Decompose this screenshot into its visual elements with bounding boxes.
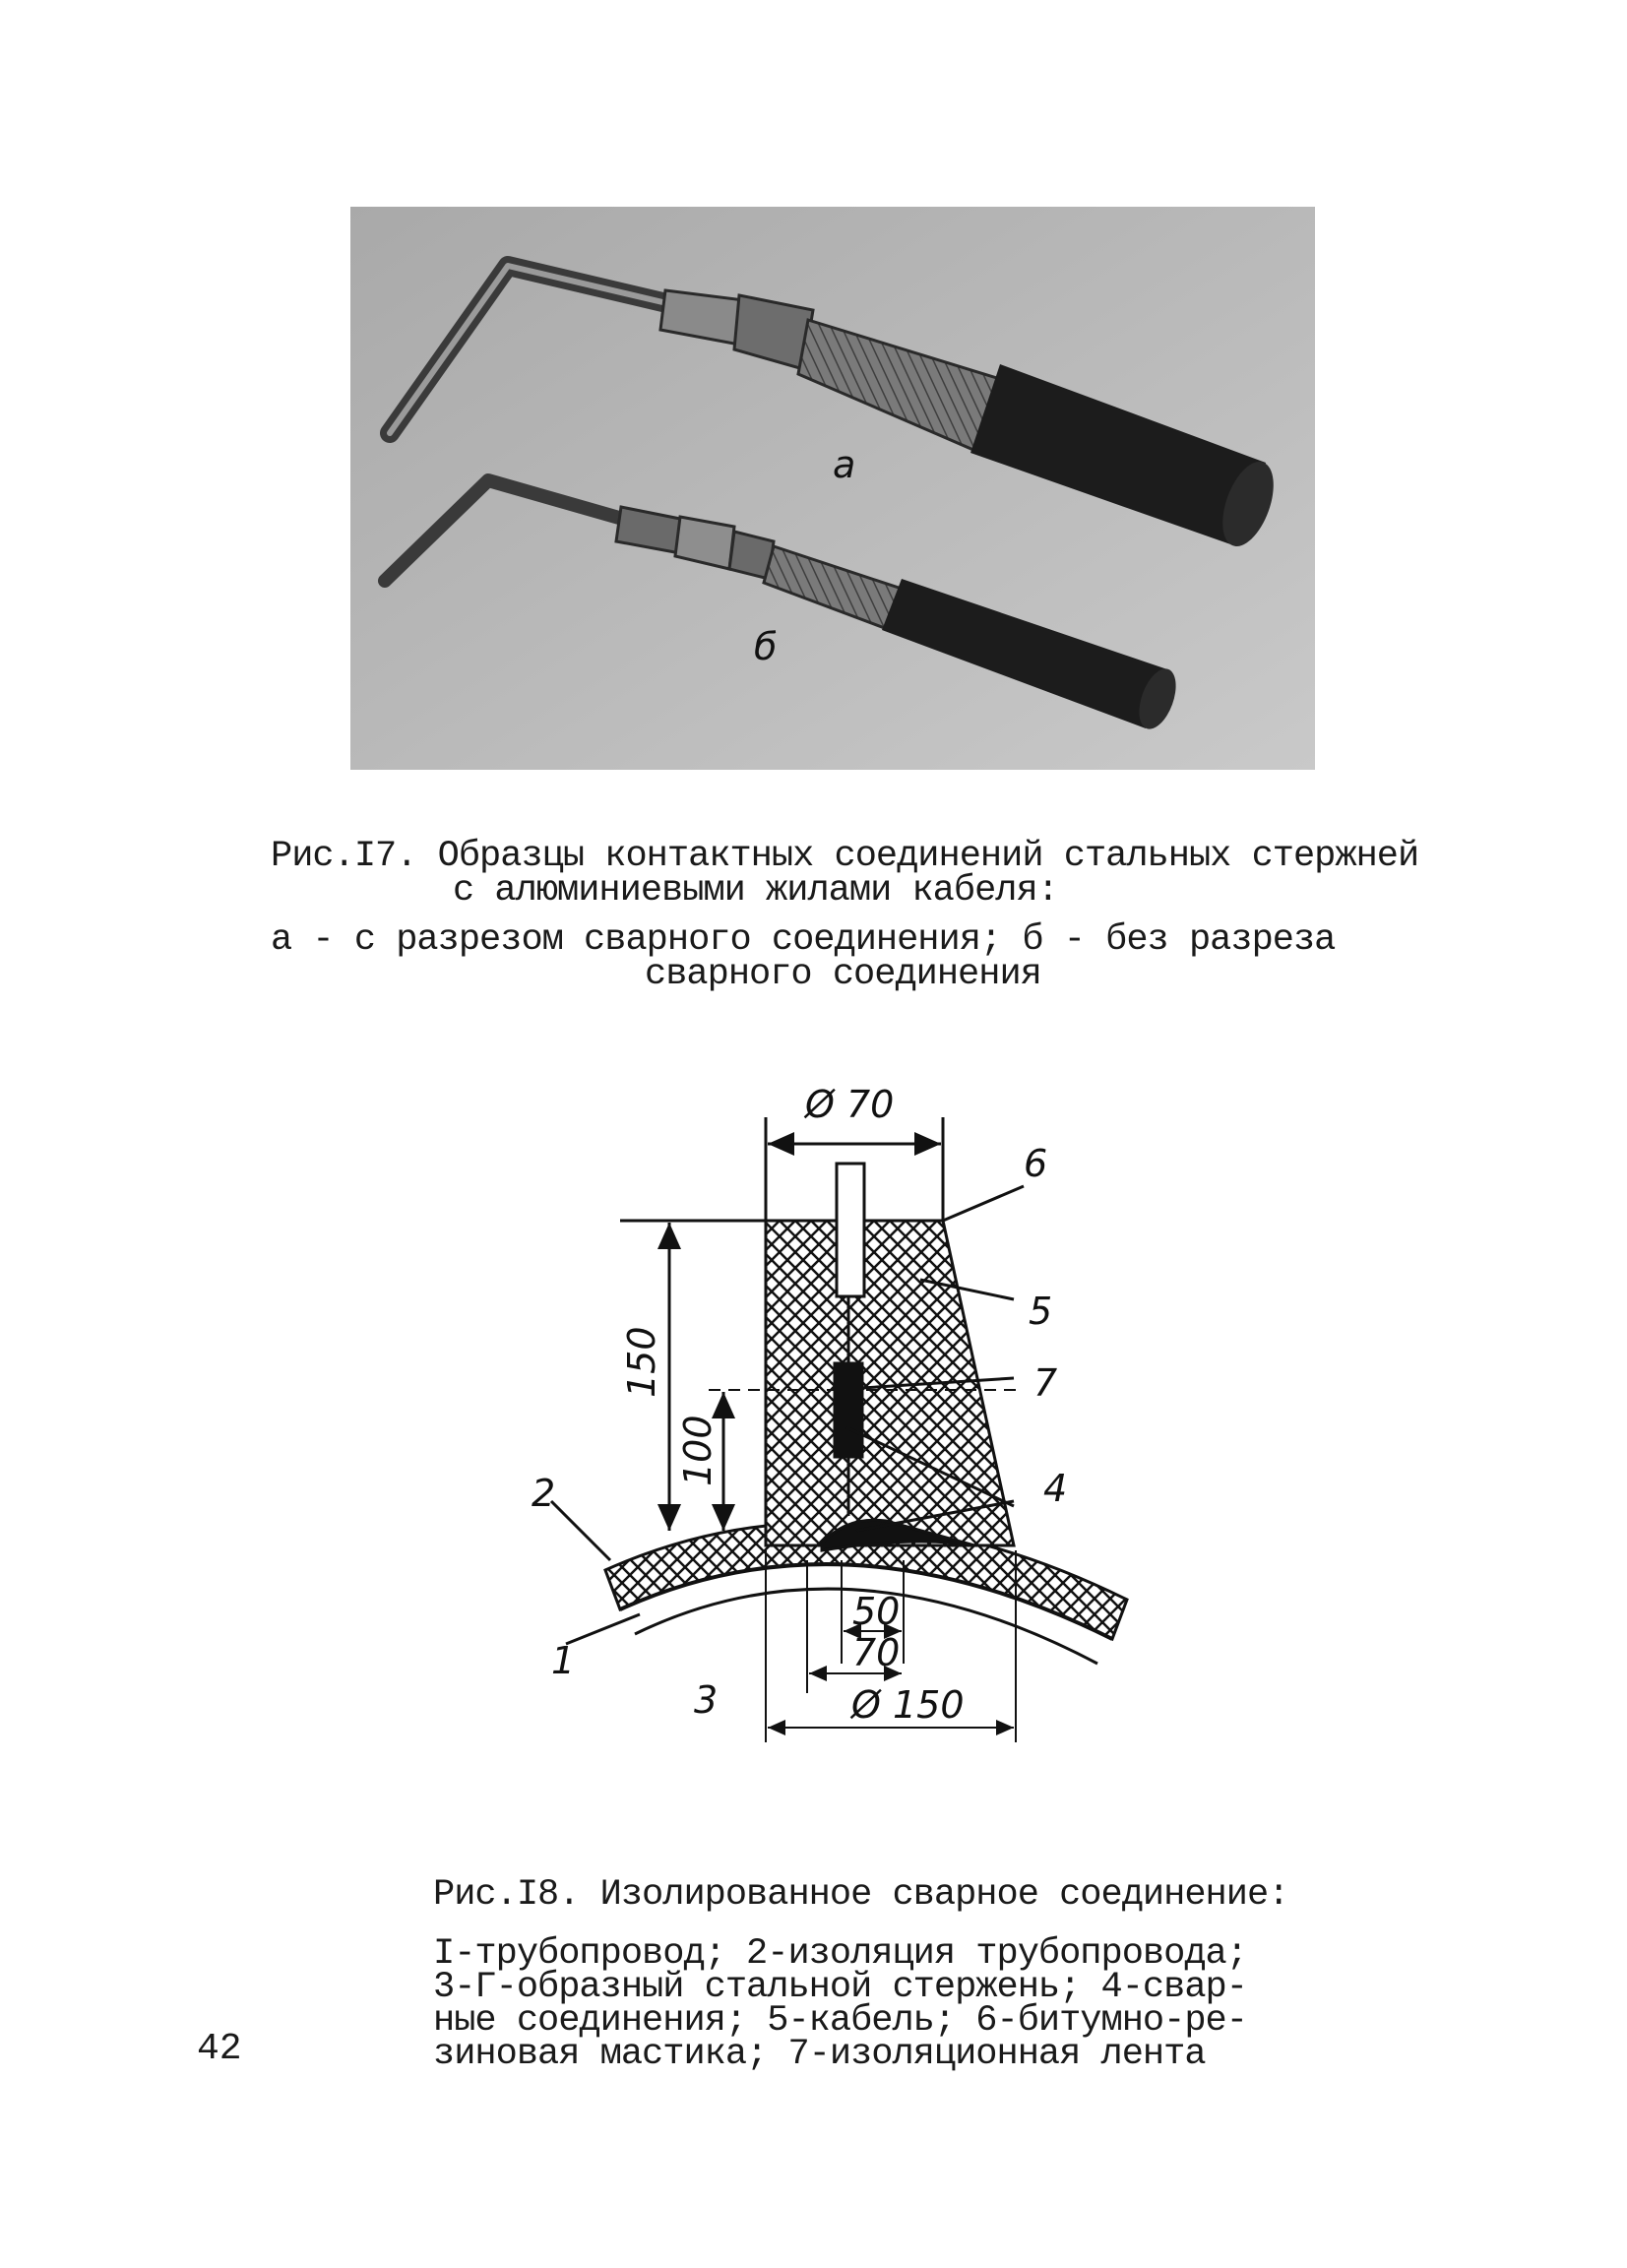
- insulation-tape: [835, 1363, 862, 1457]
- callout-5: 5: [1029, 1290, 1053, 1333]
- figure-17-caption-line-3: а - с разрезом сварного соединения; б - без разреза: [271, 919, 1336, 961]
- callout-4: 4: [1043, 1467, 1068, 1510]
- page-number: 42: [197, 2028, 242, 2070]
- figure-18-caption-line-3: ные соединения; 5-кабель; 6-битумно-ре-: [433, 2000, 1247, 2042]
- dim-50: 50: [852, 1590, 901, 1633]
- photo-label-b: б: [754, 625, 778, 668]
- mastic-block: [766, 1221, 1014, 1545]
- figure-17-caption-line-1: Рис.I7. Образцы контактных соединений стальных стержней: [271, 836, 1419, 877]
- steel-rod: [837, 1164, 864, 1296]
- callout-7: 7: [1033, 1361, 1058, 1405]
- callout-2: 2: [532, 1472, 556, 1515]
- callout-1: 1: [551, 1639, 576, 1682]
- dim-d150: Ø 150: [851, 1683, 965, 1727]
- figure-18-caption-line-1: I-трубопровод; 2-изоляция трубопровода;: [433, 1933, 1247, 1975]
- dim-150: 150: [620, 1326, 663, 1398]
- figure-18-diagram: [512, 1063, 1181, 1757]
- figure-17-caption-line-4: сварного соединения: [645, 954, 1041, 995]
- figure-18-caption-title: Рис.I8. Изолированное сварное соединение:: [433, 1874, 1289, 1916]
- figure-18-caption-line-4: зиновая мастика; 7-изоляционная лента: [433, 2034, 1206, 2075]
- figure-17-photo: [350, 207, 1315, 770]
- callout-3: 3: [694, 1678, 719, 1722]
- dim-100: 100: [676, 1415, 720, 1486]
- dim-d70: Ø 70: [805, 1083, 895, 1126]
- figure-17-caption-line-2: с алюминиевыми жилами кабеля:: [453, 870, 1058, 912]
- photo-label-a: а: [833, 443, 856, 486]
- dim-70: 70: [852, 1631, 901, 1674]
- callout-6: 6: [1024, 1142, 1048, 1185]
- figure-18-caption-line-2: 3-Г-образный стальной стержень; 4-свар-: [433, 1967, 1247, 2008]
